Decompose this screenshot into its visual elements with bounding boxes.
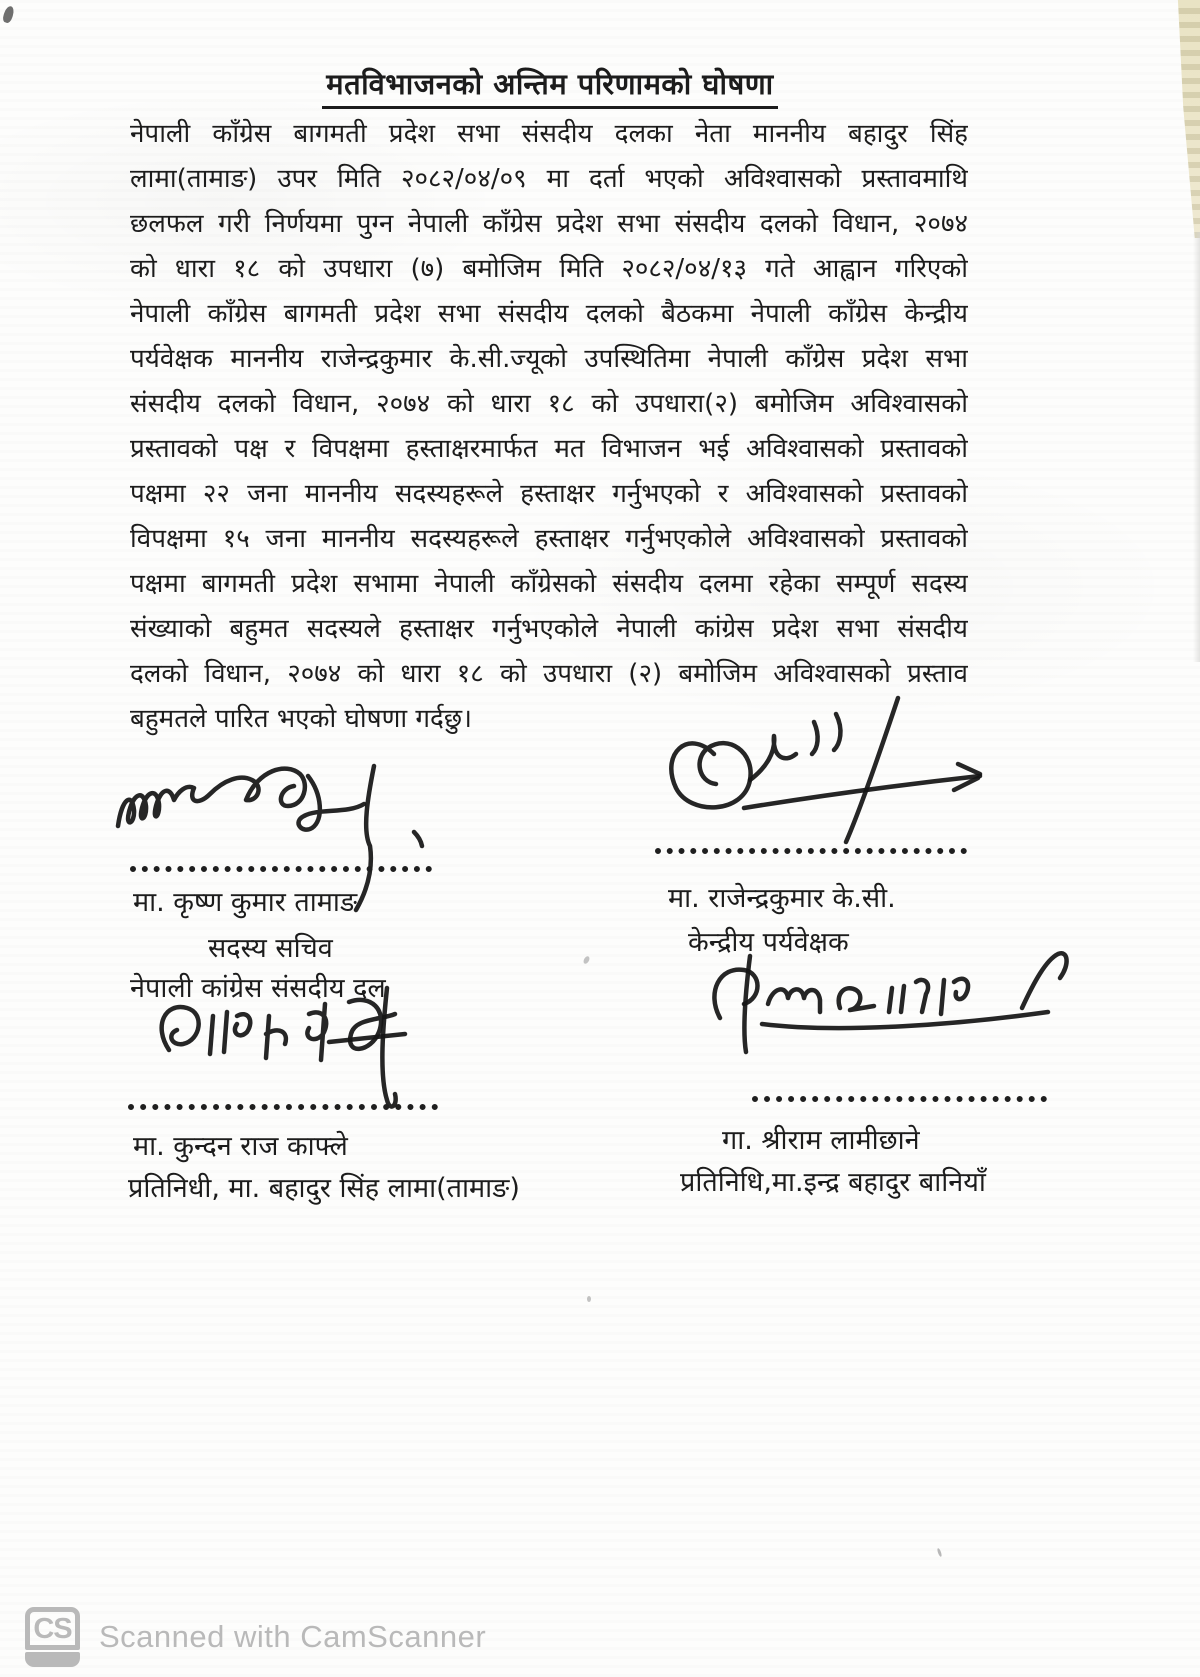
camscanner-logo-bar (25, 1652, 80, 1667)
page-edge-shadow (1193, 232, 1200, 662)
body-line: पक्षमा बागमती प्रदेश सभामा नेपाली काँग्रेसको संसदीय दलमा रहेका सम्पूर्ण सदस्य (130, 569, 968, 599)
body-line: प्रस्तावको पक्ष र विपक्षमा हस्ताक्षरमार्फत मत विभाजन भई अविश्वासको प्रस्तावको (130, 434, 968, 464)
document-body (130, 114, 968, 744)
body-line: विपक्षमा १५ जना माननीय सदस्यहरूले हस्ताक्षर गर्नुभएकोले अविश्वासको प्रस्तावको (130, 524, 968, 554)
body-line: को धारा १८ को उपधारा (७) बमोजिम मिति २०८२/०४/१३ गते आह्वान गरिएको (130, 254, 968, 284)
document-title (130, 64, 970, 103)
scan-speck (937, 1548, 943, 1557)
signature-dotted-line (752, 1096, 1047, 1102)
camscanner-footer (25, 1605, 486, 1669)
signatory-name: मा. राजेन्द्रकुमार के.सी. (668, 883, 896, 914)
body-line: बहुमतले पारित भएको घोषणा गर्दछु। (130, 704, 472, 734)
body-line: नेपाली काँग्रेस बागमती प्रदेश सभा संसदीय दलका नेता माननीय बहादुर सिंह (130, 119, 968, 149)
page-edge-artifact (1176, 0, 1200, 238)
body-line: पक्षमा २२ जना माननीय सदस्यहरूले हस्ताक्षर गर्नुभएको र अविश्वासको प्रस्तावको (130, 479, 968, 509)
body-line: दलको विधान, २०७४ को धारा १८ को उपधारा (२) बमोजिम अविश्वासको प्रस्ताव (130, 659, 968, 689)
camscanner-label: Scanned with CamScanner (99, 1619, 487, 1654)
signatory-name: गा. श्रीराम लामीछाने (722, 1125, 920, 1156)
signature-dotted-line (128, 1104, 438, 1110)
body-line: छलफल गरी निर्णयमा पुग्न नेपाली काँग्रेस प्रदेश सभा संसदीय दलको विधान, २०७४ (130, 209, 968, 239)
signature-dotted-line (130, 866, 432, 872)
scan-speck (582, 955, 590, 964)
body-line: लामा(तामाङ) उपर मिति २०८२/०४/०९ मा दर्ता भएको अविश्वासको प्रस्तावमाथि (130, 164, 968, 194)
document-title-text: मतविभाजनको अन्तिम परिणामको घोषणा (322, 67, 777, 109)
signatory-name: मा. कृष्ण कुमार तामाङ (133, 887, 358, 918)
scan-speck (587, 1296, 591, 1302)
signature-shriram-lamichhane (692, 948, 1082, 1108)
signature-rajendrakumar-kc (648, 692, 993, 872)
signatory-role: केन्द्रीय पर्यवेक्षक (688, 927, 849, 958)
body-line: संसदीय दलको विधान, २०७४ को धारा १८ को उपधारा(२) बमोजिम अविश्वासको (130, 389, 968, 419)
body-line: पर्यवेक्षक माननीय राजेन्द्रकुमार के.सी.ज्यूको उपस्थितिमा नेपाली काँग्रेस प्रदेश सभा (130, 344, 968, 374)
body-line: संख्याको बहुमत सदस्यले हस्ताक्षर गर्नुभएकोले नेपाली कांग्रेस प्रदेश सभा संसदीय (130, 614, 968, 644)
scan-corner-mark (2, 5, 16, 24)
camscanner-logo-letters: CS (25, 1607, 80, 1650)
signatory-role: प्रतिनिधि,मा.इन्द्र बहादुर बानियाँ (680, 1167, 986, 1198)
signature-dotted-line (655, 848, 967, 854)
camscanner-logo-icon (25, 1607, 82, 1667)
body-line: नेपाली काँग्रेस बागमती प्रदेश सभा संसदीय दलको बैठकमा नेपाली काँग्रेस केन्द्रीय (130, 299, 968, 329)
signatory-role: प्रतिनिधी, मा. बहादुर सिंह लामा(तामाङ) (128, 1173, 520, 1204)
signatory-role: सदस्य सचिव (208, 933, 333, 964)
signatory-org: नेपाली कांग्रेस संसदीय दल (130, 973, 386, 1004)
signatory-name: मा. कुन्दन राज काफ्ले (133, 1131, 348, 1162)
